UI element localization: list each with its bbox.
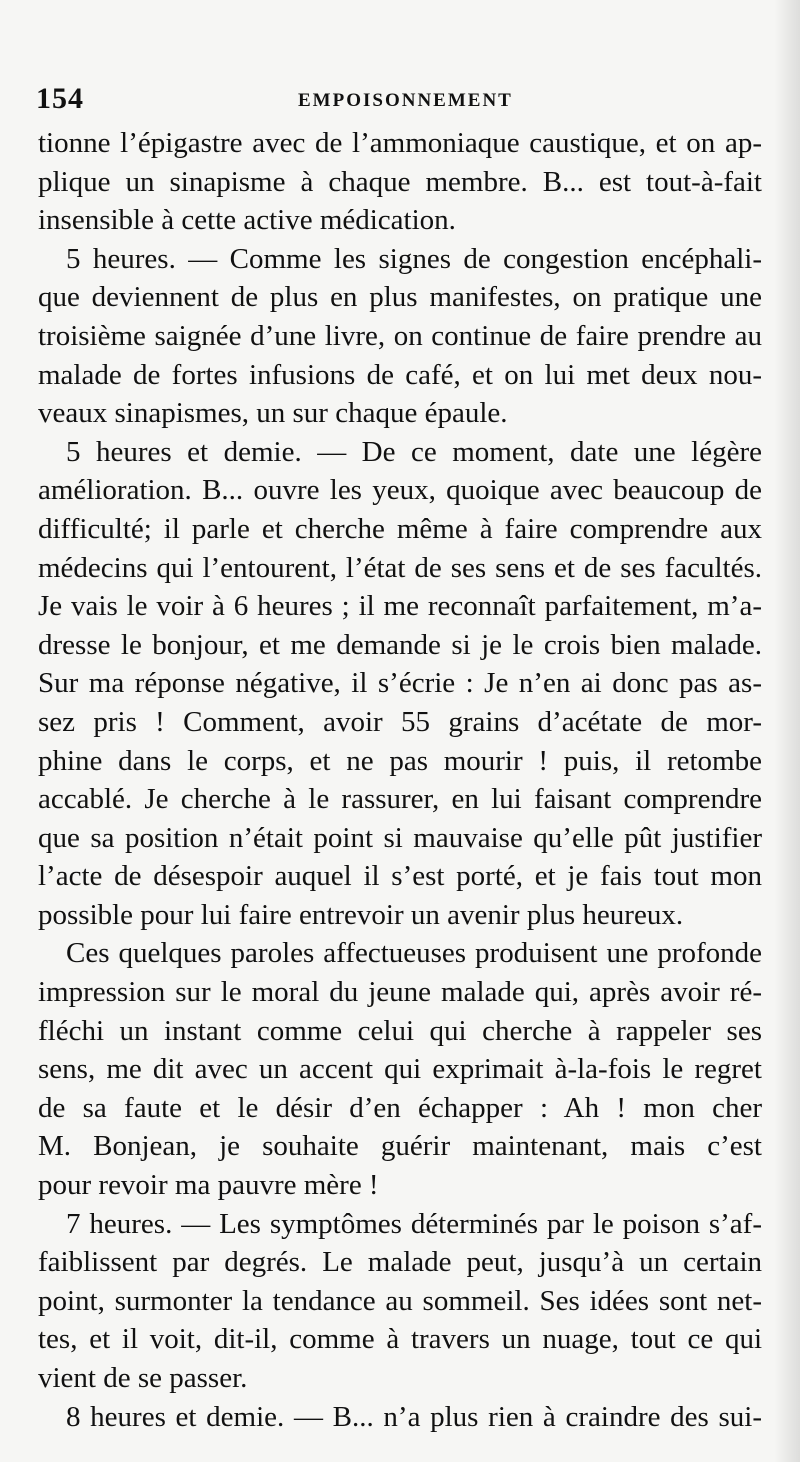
- page-number: 154: [36, 82, 84, 115]
- text-line: tes, et il voit, dit-il, comme à travers un nuage, tout ce qui: [38, 1323, 762, 1356]
- text-line: possible pour lui faire entrevoir un avenir plus heureux.: [38, 898, 684, 931]
- text-line: point, surmonter la tendance au sommeil. Ses idées sont net-: [38, 1284, 762, 1317]
- text-line: tionne l’épigastre avec de l’ammoniaque caustique, et on ap-: [38, 127, 762, 159]
- page-header: [36, 82, 756, 122]
- text-line: 8 heures et demie. — B... n’a plus rien à craindre des sui-: [66, 1400, 762, 1433]
- text-line: fléchi un instant comme celui qui cherche à rappeler ses: [38, 1014, 762, 1047]
- text-line: 5 heures. — Comme les signes de congestion encéphali-: [66, 242, 762, 275]
- text-line: troisième saignée d’une livre, on continue de faire prendre au: [38, 319, 762, 352]
- text-line: sens, me dit avec un accent qui exprimait à-la-fois le regret: [38, 1053, 762, 1086]
- text-line: malade de fortes infusions de café, et on lui met deux nou-: [38, 358, 762, 391]
- text-line: plique un sinapisme à chaque membre. B... est tout-à-fait: [38, 165, 762, 198]
- text-line: que deviennent de plus en plus manifestes, on pratique une: [38, 281, 762, 314]
- text-line: faiblissent par degrés. Le malade peut, jusqu’à un certain: [38, 1246, 762, 1279]
- text-line: impression sur le moral du jeune malade qui, après avoir ré-: [38, 976, 762, 1009]
- text-line: dresse le bonjour, et me demande si je le crois bien malade.: [38, 628, 762, 661]
- body-text: [38, 124, 762, 1436]
- text-line: veaux sinapismes, un sur chaque épaule.: [38, 397, 508, 430]
- text-line: vient de se passer.: [38, 1362, 248, 1394]
- text-line: accablé. Je cherche à le rassurer, en lui faisant comprendre: [38, 783, 762, 816]
- scan-edge-shadow: [774, 0, 800, 1462]
- text-line: amélioration. B... ouvre les yeux, quoique avec beaucoup de: [38, 474, 762, 507]
- text-line: médecins qui l’entourent, l’état de ses sens et de ses facultés.: [38, 551, 762, 584]
- text-line: phine dans le corps, et ne pas mourir ! puis, il retombe: [38, 744, 762, 777]
- text-line: Ces quelques paroles affectueuses produisent une profonde: [66, 937, 762, 970]
- text-line: sez pris ! Comment, avoir 55 grains d’acétate de mor-: [38, 705, 762, 738]
- text-line: de sa faute et le désir d’en échapper : Ah ! mon cher: [38, 1091, 762, 1124]
- text-line: que sa position n’était point si mauvaise qu’elle pût justifier: [38, 821, 762, 854]
- text-line: Je vais le voir à 6 heures ; il me reconnaît parfaitement, m’a-: [38, 590, 762, 623]
- text-line: pour revoir ma pauvre mère !: [38, 1169, 379, 1202]
- text-line: Sur ma réponse négative, il s’écrie : Je n’en ai donc pas as-: [38, 667, 762, 700]
- text-line: M. Bonjean, je souhaite guérir maintenant, mais c’est: [38, 1130, 762, 1163]
- text-line: difficulté; il parle et cherche même à faire comprendre aux: [38, 512, 762, 545]
- running-head: EMPOISONNEMENT: [298, 90, 513, 111]
- text-line: insensible à cette active médication.: [38, 204, 456, 237]
- text-line: 7 heures. — Les symptômes déterminés par le poison s’af-: [66, 1207, 762, 1240]
- text-line: 5 heures et demie. — De ce moment, date une légère: [66, 435, 762, 468]
- text-line: l’acte de désespoir auquel il s’est porté, et je fais tout mon: [38, 860, 762, 893]
